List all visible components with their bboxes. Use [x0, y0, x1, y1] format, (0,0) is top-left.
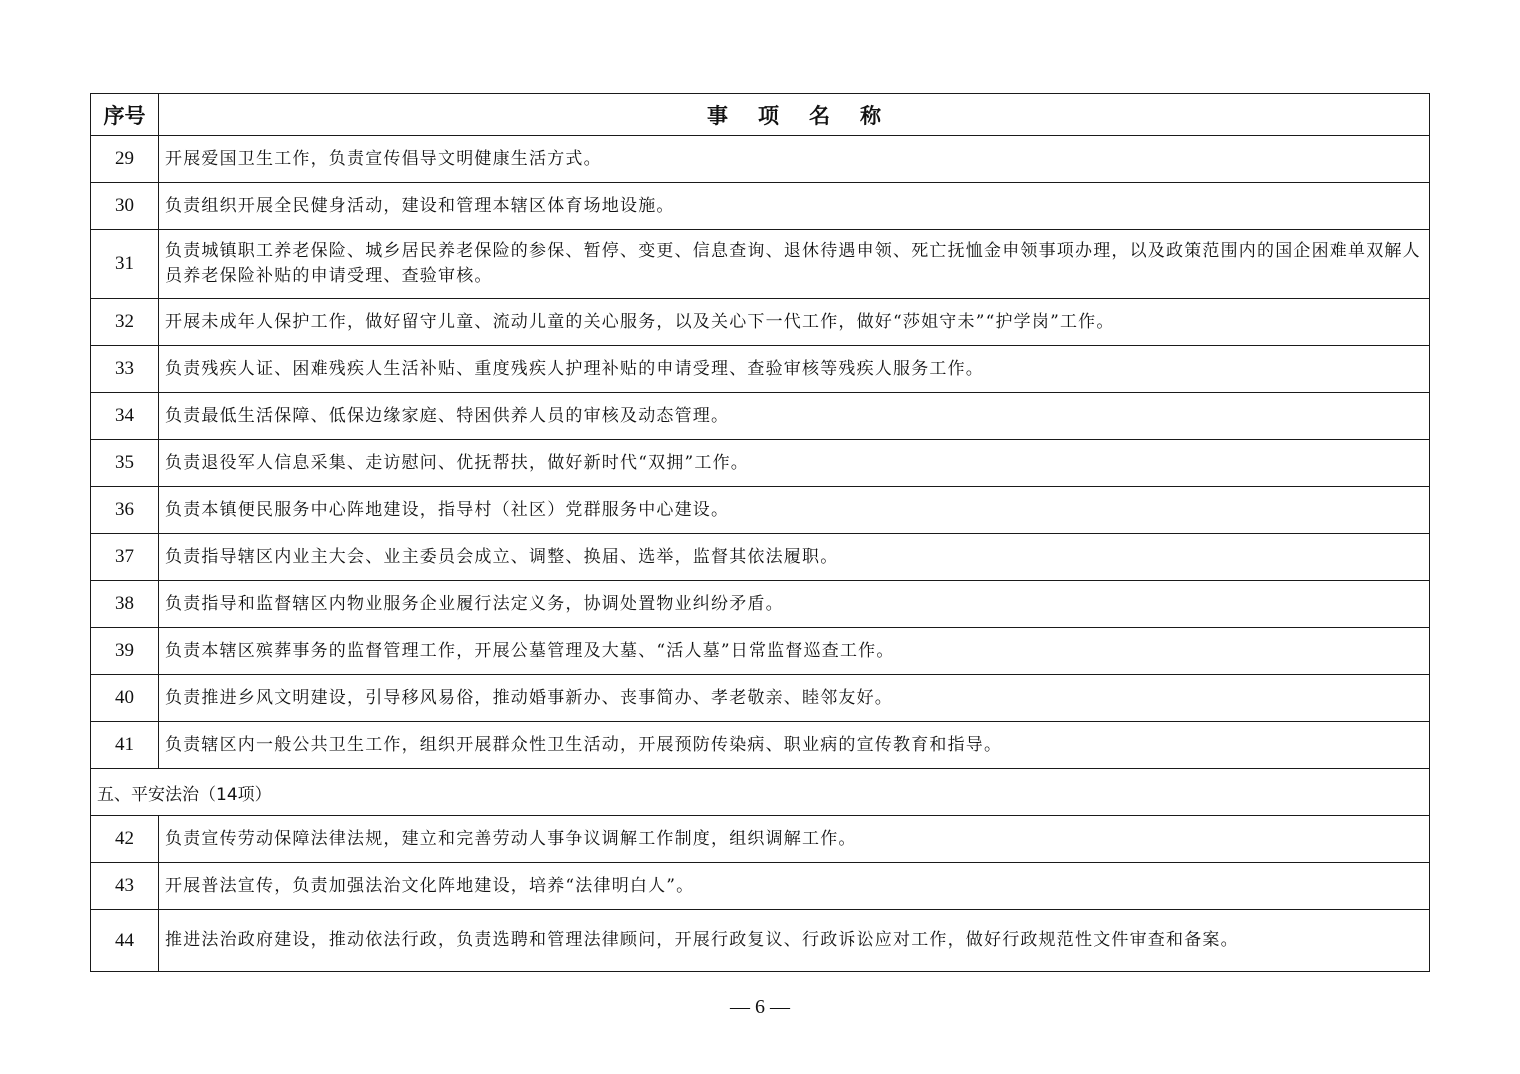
row-item-text: 负责辖区内一般公共卫生工作，组织开展群众性卫生活动，开展预防传染病、职业病的宣传教育和指导。: [159, 722, 1430, 769]
row-item-text: 开展普法宣传，负责加强法治文化阵地建设，培养“法律明白人”。: [159, 863, 1430, 910]
row-item-text: 推进法治政府建设，推动依法行政，负责选聘和管理法律顾问，开展行政复议、行政诉讼应对工作，做好行政规范性文件审查和备案。: [159, 910, 1430, 972]
table-row: [91, 816, 1430, 863]
row-item-text: 负责本辖区殡葬事务的监督管理工作，开展公墓管理及大墓、“活人墓”日常监督巡查工作。: [159, 628, 1430, 675]
table-row: [91, 346, 1430, 393]
row-item-text: 负责残疾人证、困难残疾人生活补贴、重度残疾人护理补贴的申请受理、查验审核等残疾人服务工作。: [159, 346, 1430, 393]
table-row: [91, 136, 1430, 183]
matters-table: [90, 93, 1430, 972]
row-item-text: 负责本镇便民服务中心阵地建设，指导村（社区）党群服务中心建设。: [159, 487, 1430, 534]
row-serial-number: 35: [91, 440, 159, 487]
row-serial-number: 39: [91, 628, 159, 675]
row-serial-number: 42: [91, 816, 159, 863]
table-row: [91, 230, 1430, 299]
table-row: [91, 183, 1430, 230]
table-row: [91, 863, 1430, 910]
row-item-text: 负责指导辖区内业主大会、业主委员会成立、调整、换届、选举，监督其依法履职。: [159, 534, 1430, 581]
row-item-text: 负责退役军人信息采集、走访慰问、优抚帮扶，做好新时代“双拥”工作。: [159, 440, 1430, 487]
table-row: [91, 487, 1430, 534]
row-serial-number: 44: [91, 910, 159, 972]
row-serial-number: 38: [91, 581, 159, 628]
row-item-text: 负责最低生活保障、低保边缘家庭、特困供养人员的审核及动态管理。: [159, 393, 1430, 440]
section-header-row: [91, 769, 1430, 816]
row-serial-number: 40: [91, 675, 159, 722]
table-body: [91, 136, 1430, 972]
row-serial-number: 30: [91, 183, 159, 230]
row-serial-number: 34: [91, 393, 159, 440]
row-serial-number: 33: [91, 346, 159, 393]
table-header-row: [91, 94, 1430, 136]
table-row: [91, 581, 1430, 628]
row-item-text: 开展未成年人保护工作，做好留守儿童、流动儿童的关心服务，以及关心下一代工作，做好“莎姐守未”“护学岗”工作。: [159, 299, 1430, 346]
table-row: [91, 534, 1430, 581]
row-serial-number: 43: [91, 863, 159, 910]
row-item-text: 负责宣传劳动保障法律法规，建立和完善劳动人事争议调解工作制度，组织调解工作。: [159, 816, 1430, 863]
row-serial-number: 36: [91, 487, 159, 534]
header-item-name: 事项名称: [159, 94, 1430, 136]
row-item-text: 负责城镇职工养老保险、城乡居民养老保险的参保、暂停、变更、信息查询、退休待遇申领、死亡抚恤金申领事项办理，以及政策范围内的国企困难单双解人员养老保险补贴的申请受理、查验审核。: [159, 230, 1430, 299]
page-number: — 6 —: [730, 996, 790, 1018]
table-row: [91, 299, 1430, 346]
row-item-text: 负责推进乡风文明建设，引导移风易俗，推动婚事新办、丧事简办、孝老敬亲、睦邻友好。: [159, 675, 1430, 722]
table-row: [91, 910, 1430, 972]
table-row: [91, 722, 1430, 769]
header-serial-number: 序号: [91, 94, 159, 136]
section-title: 五、平安法治（14项）: [91, 769, 1430, 816]
row-serial-number: 41: [91, 722, 159, 769]
row-serial-number: 29: [91, 136, 159, 183]
row-serial-number: 32: [91, 299, 159, 346]
row-serial-number: 37: [91, 534, 159, 581]
row-item-text: 开展爱国卫生工作，负责宣传倡导文明健康生活方式。: [159, 136, 1430, 183]
row-serial-number: 31: [91, 230, 159, 299]
table-row: [91, 393, 1430, 440]
row-item-text: 负责组织开展全民健身活动，建设和管理本辖区体育场地设施。: [159, 183, 1430, 230]
table-row: [91, 675, 1430, 722]
table-row: [91, 628, 1430, 675]
row-item-text: 负责指导和监督辖区内物业服务企业履行法定义务，协调处置物业纠纷矛盾。: [159, 581, 1430, 628]
table-row: [91, 440, 1430, 487]
